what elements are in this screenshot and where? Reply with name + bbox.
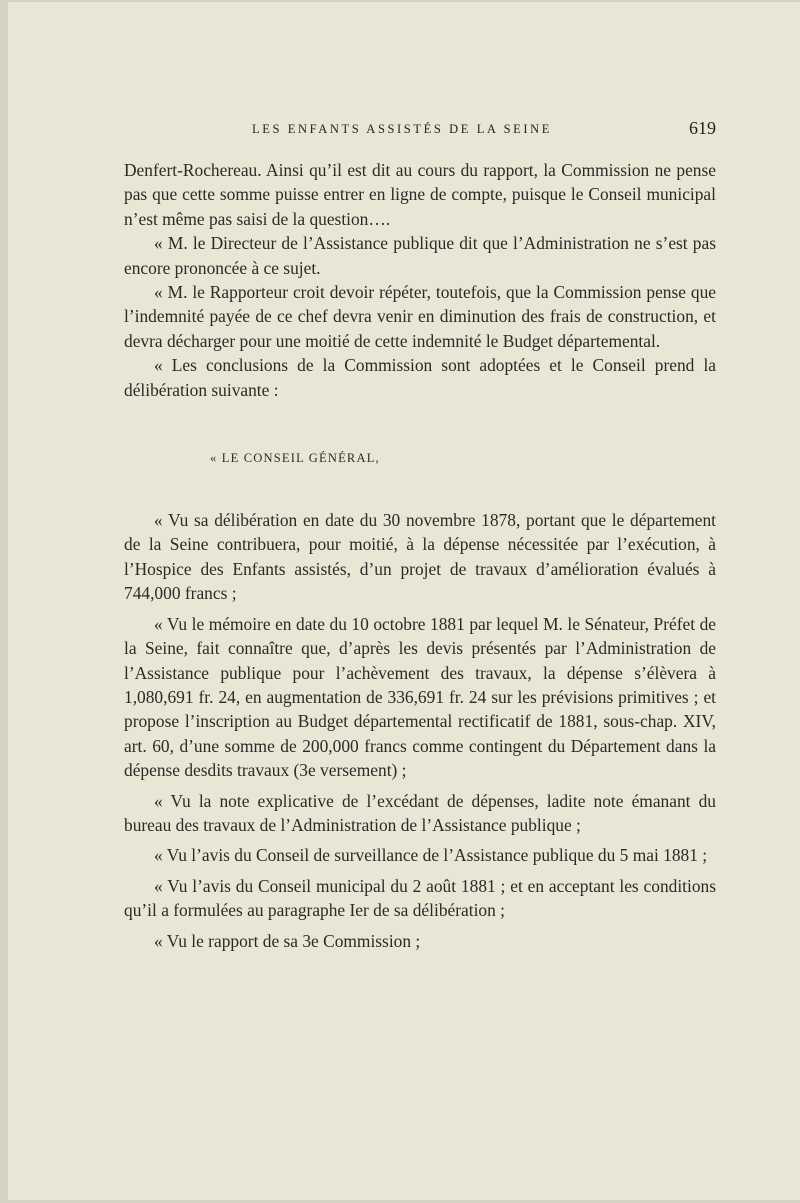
section-title: « LE CONSEIL GÉNÉRAL, <box>210 451 380 466</box>
page-number: 619 <box>689 118 716 138</box>
page-header <box>124 118 716 144</box>
consideration-item: « Vu le rapport de sa 3e Commission ; <box>154 930 421 951</box>
consideration-item: « Vu l’avis du Conseil municipal du 2 août 1881 ; et en acceptant les conditions qu’il a formulées au paragraphe Ier de sa délibération ; <box>124 875 716 921</box>
consideration-item: « Vu l’avis du Conseil de surveillance de l’Assistance publique du 5 mai 1881 ; <box>154 845 708 866</box>
paragraph-rapporteur: « M. le Rapporteur croit devoir répéter, toutefois, que la Commission pense que l’indemnité payée de ce chef devra venir en diminution des frais de construction, et devra décharger pour une moitié de cette indemnité le Budget départemental. <box>124 282 716 351</box>
paragraph-continuation: Denfert-Rochereau. Ainsi qu’il est dit au cours du rapport, la Commission ne pense pas que cette somme puisse entrer en ligne de compte, puisque le Conseil municipal n’est même pas saisi de la question…. <box>124 160 716 229</box>
consideration-item: « Vu sa délibération en date du 30 novembre 1878, portant que le département de la Seine contribuera, pour moitié, à la dépense nécessitée par l’exécution, à l’Hospice des Enfants assistés, d’un projet de travaux d’amélioration évalués à 744,000 francs ; <box>124 510 716 604</box>
document-body <box>124 158 716 953</box>
paragraph-directeur: « M. le Directeur de l’Assistance publique dit que l’Administration ne s’est pas encore prononcée à ce sujet. <box>124 233 716 278</box>
consideration-item: « Vu le mémoire en date du 10 octobre 1881 par lequel M. le Sénateur, Préfet de la Seine, fait connaître que, d’après les devis présentés par l’Administration de l’Assistance publique pour l’achèvement des travaux, la dépense s’élèvera à 1,080,691 fr. 24, en augmentation de 336,691 fr. 24 sur les prévisions primitives ; et propose l’inscription au Budget départemental rectificatif de 1881, sous-chap. XIV, art. 60, d’une somme de 200,000 francs comme contingent du Département dans la dépense desdits travaux (3e versement) ; <box>124 613 716 781</box>
running-title: LES ENFANTS ASSISTÉS DE LA SEINE <box>252 122 553 136</box>
consideration-item: « Vu la note explicative de l’excédant de dépenses, ladite note émanant du bureau des travaux de l’Administration de l’Assistance publique ; <box>124 790 716 835</box>
paragraph-conclusions: « Les conclusions de la Commission sont adoptées et le Conseil prend la délibération suivante : <box>124 355 716 400</box>
document-page <box>8 2 800 1200</box>
